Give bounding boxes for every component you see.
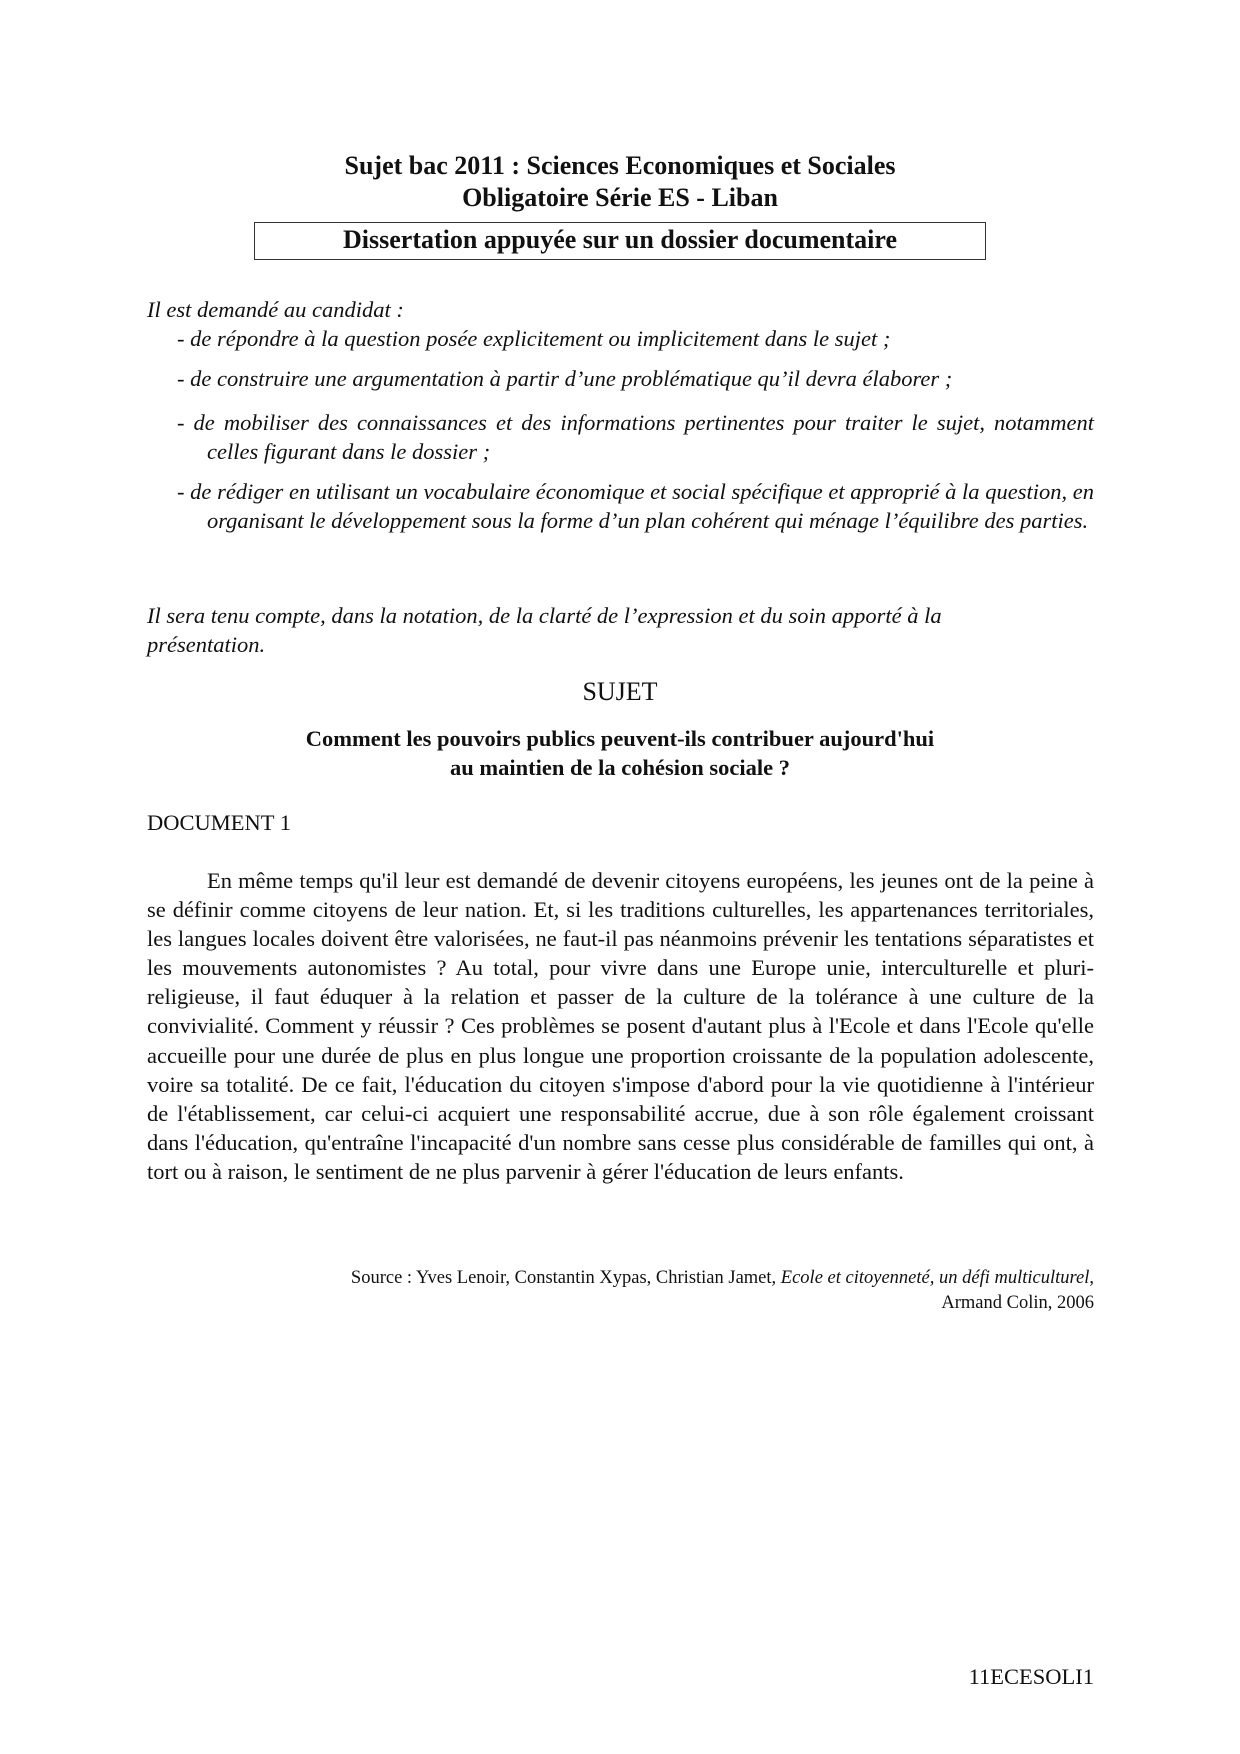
- source-comma: ,: [1089, 1268, 1094, 1288]
- source-prefix: Source : Yves Lenoir, Constantin Xypas, Christian Jamet,: [350, 1268, 781, 1288]
- document-text: En même temps qu'il leur est demandé de devenir citoyens européens, les jeunes ont de la peine à se définir comme citoyens de leur nation. Et, si les traditions culturelles, les appartenances territoriales, les langues locales doivent être valorisées, ne faut-il pas néanmoins prévenir les tentations séparatistes et les mouvements autonomistes ? Au total, pour vivre dans une Europe unie, interculturelle et pluri-religieuse, il faut éduquer à la relation et passer de la culture de la tolérance à une culture de la convivialité. Comment y réussir ? Ces problèmes se posent d'autant plus à l'Ecole et dans l'Ecole qu'elle accueille pour une durée de plus en plus longue une proportion croissante de la population adolescente, voire sa totalité. De ce fait, l'éducation du citoyen s'impose d'abord pour la vie quotidienne à l'intérieur de l'établissement, car celui-ci acquiert une responsabilité accrue, due à son rôle également croissant dans l'éducation, qu'entraîne l'incapacité d'un nombre sans cesse plus considérable de familles qui ont, à tort ou à raison, le sentiment de ne plus parvenir à gérer l'éducation de leurs enfants.: [147, 868, 1094, 1184]
- subject-question: [0, 724, 1240, 782]
- instruction-item: - de répondre à la question posée explicitement ou implicitement dans le sujet ;: [177, 326, 891, 351]
- instruction-item: - de construire une argumentation à partir d’une problématique qu’il devra élaborer ;: [177, 366, 953, 391]
- page-reference-code: 11ECESOLI1: [968, 1664, 1094, 1689]
- grading-note: Il sera tenu compte, dans la notation, de la clarté de l’expression et du soin apporté à la présentation.: [147, 603, 942, 657]
- subject-label: SUJET: [582, 677, 658, 706]
- exam-subtitle: Obligatoire Série ES - Liban: [462, 183, 778, 212]
- question-line-1: Comment les pouvoirs publics peuvent-ils contribuer aujourd'hui: [305, 726, 935, 751]
- exam-title: Sujet bac 2011 : Sciences Economiques et Sociales: [344, 151, 896, 180]
- instruction-item: - de mobiliser des connaissances et des informations pertinentes pour traiter le sujet, notamment celles figurant dans le dossier ;: [177, 410, 1094, 464]
- instruction-list: [177, 408, 1094, 466]
- instructions-intro: Il est demandé au candidat :: [147, 297, 404, 322]
- document-label: DOCUMENT 1: [147, 810, 291, 835]
- instruction-list: [177, 364, 1094, 393]
- question-line-2: au maintien de la cohésion sociale ?: [449, 755, 790, 780]
- document-source: [194, 1266, 1094, 1316]
- instruction-item: - de rédiger en utilisant un vocabulaire économique et social spécifique et approprié à la question, en organisant le développement sous la forme d’un plan cohérent qui ménage l’équilibre des parties.: [177, 479, 1094, 533]
- source-publisher: Armand Colin, 2006: [941, 1293, 1094, 1313]
- source-title: Ecole et citoyenneté, un défi multiculturel: [780, 1268, 1090, 1288]
- instruction-list: [177, 324, 1094, 353]
- instruction-list: [177, 477, 1094, 535]
- exercise-type-box: Dissertation appuyée sur un dossier documentaire: [254, 222, 986, 260]
